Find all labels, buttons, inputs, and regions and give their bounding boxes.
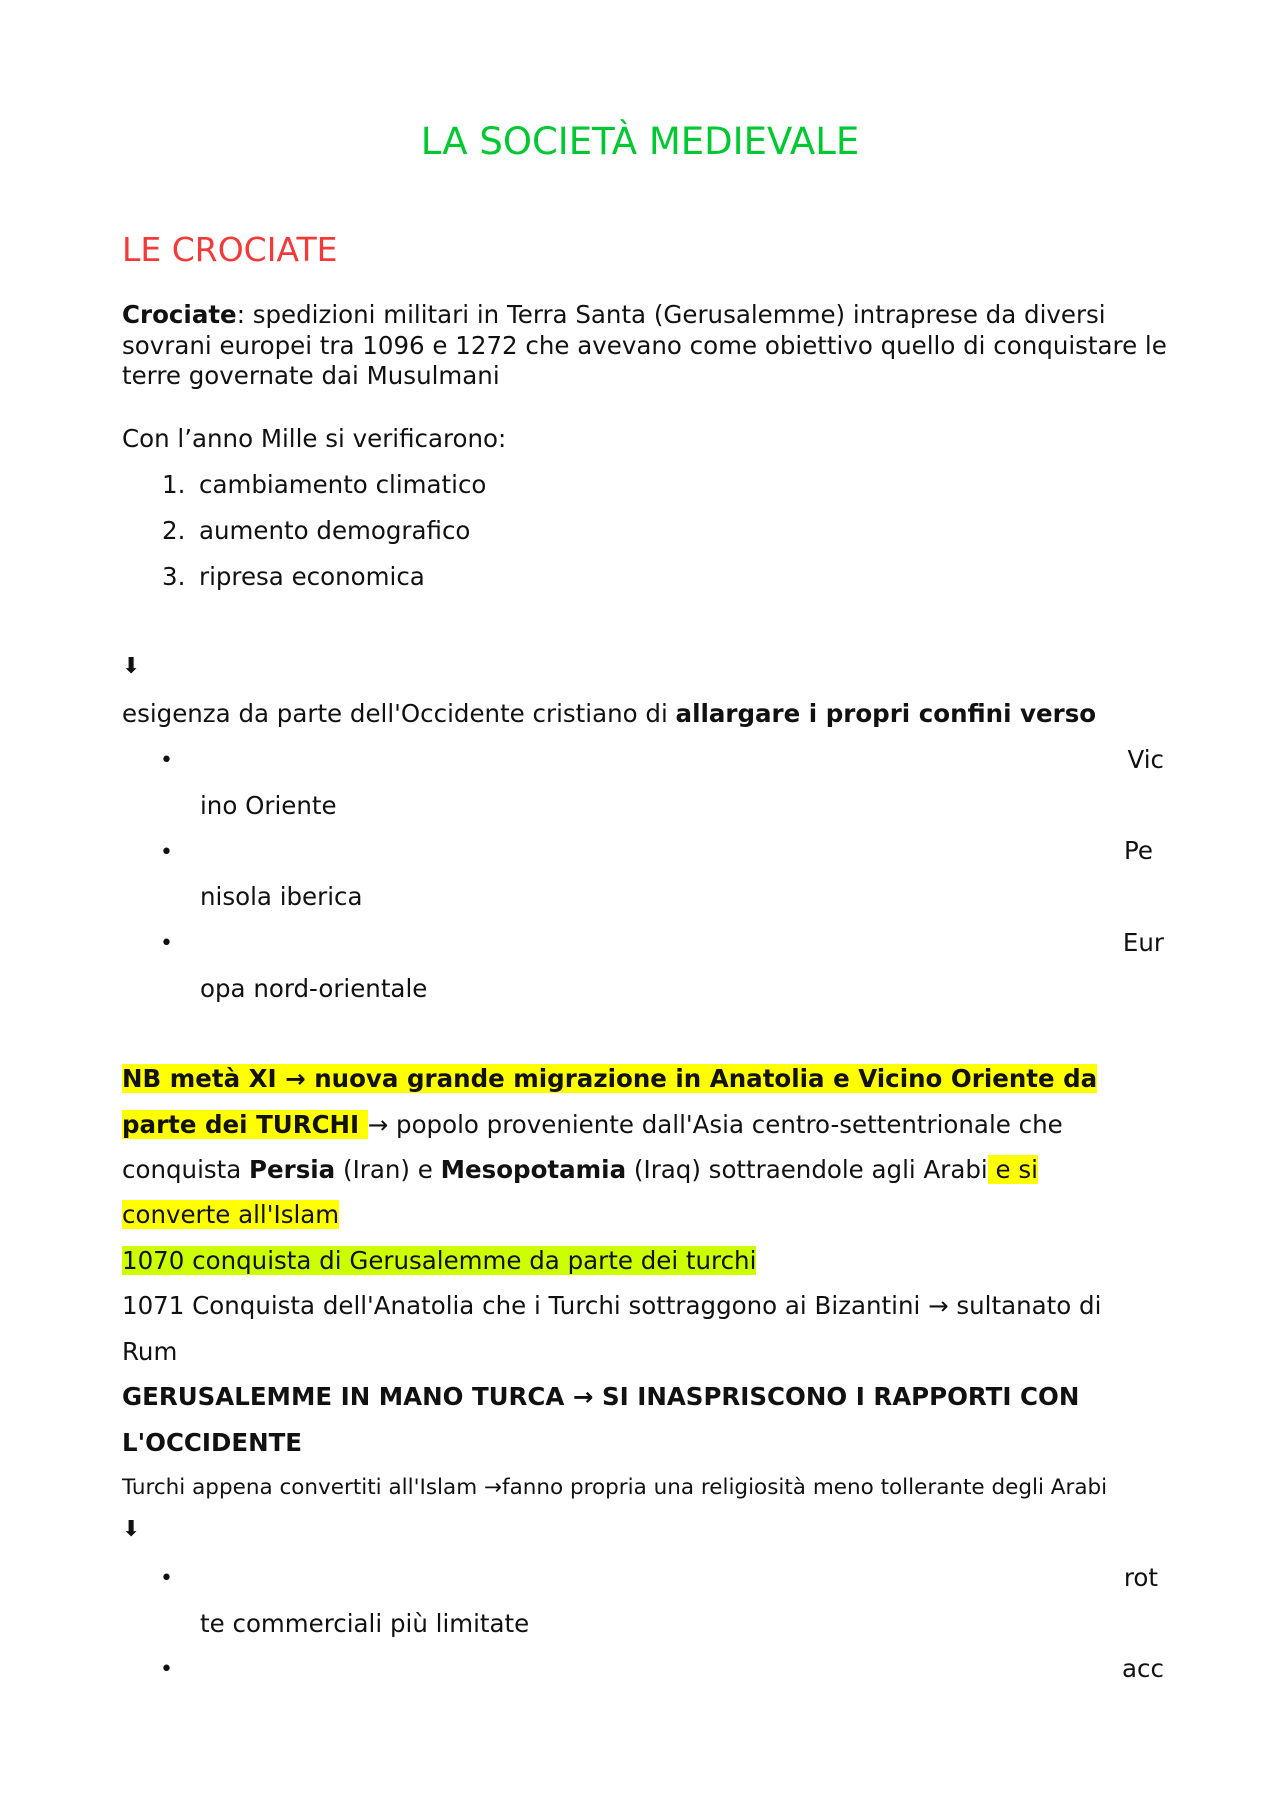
gerusalemme-bold-2: L'OCCIDENTE xyxy=(122,1428,303,1457)
year-1070-highlight: 1070 conquista di Gerusalemme da parte dei turchi xyxy=(122,1246,757,1275)
esigenza-line xyxy=(122,699,1096,729)
nb-line-3-text-c: (Iraq) sottraendole agli Arabi xyxy=(626,1155,988,1184)
page-title: LA SOCIETÀ MEDIEVALE xyxy=(420,120,860,163)
nb-highlight-2: parte dei TURCHI xyxy=(122,1110,368,1139)
bullet-2-fragment: Pe xyxy=(1124,836,1153,865)
bullet-3-fragment: Eur xyxy=(1122,928,1164,957)
bullet-icon: • xyxy=(160,1566,173,1591)
bullet-icon: • xyxy=(160,840,173,865)
nb-line-2 xyxy=(122,1110,1063,1140)
nb-line-3-text-a: conquista xyxy=(122,1155,250,1184)
year-1070-line xyxy=(122,1246,756,1276)
list-item-2: aumento demografico xyxy=(199,516,471,545)
nb-line-4 xyxy=(122,1200,339,1230)
nb-line-3-highlight: e si xyxy=(987,1155,1038,1184)
mille-lead: Con l’anno Mille si verificarono: xyxy=(122,424,507,453)
bullet-3-text: opa nord-orientale xyxy=(200,974,428,1003)
nb-line-1 xyxy=(122,1064,1097,1094)
esigenza-bold: allargare i propri confini verso xyxy=(675,699,1097,728)
bullet-icon: • xyxy=(160,931,173,956)
list-item-1: cambiamento climatico xyxy=(199,470,487,499)
list-number-2: 2. xyxy=(162,516,186,545)
nb-line-4-highlight: converte all'Islam xyxy=(122,1200,340,1229)
bullet-2-text: nisola iberica xyxy=(200,882,363,911)
year-1071-line-2: Rum xyxy=(122,1337,178,1366)
nb-line-3-text-b: (Iran) e xyxy=(335,1155,441,1184)
bullet-5-fragment: acc xyxy=(1122,1654,1164,1683)
persia-term: Persia xyxy=(249,1155,336,1184)
turchi-line: Turchi appena convertiti all'Islam →fanno propria una religiosità meno tollerante degli Arabi xyxy=(122,1475,1108,1500)
bullet-1-fragment: Vic xyxy=(1127,745,1164,774)
list-item-3: ripresa economica xyxy=(199,562,425,591)
mesopotamia-term: Mesopotamia xyxy=(440,1155,627,1184)
bullet-icon: • xyxy=(160,748,173,773)
gerusalemme-bold-1: GERUSALEMME IN MANO TURCA → SI INASPRISCONO I RAPPORTI CON xyxy=(122,1382,1080,1411)
gerusalemme-line-2 xyxy=(122,1428,302,1458)
section-title: LE CROCIATE xyxy=(122,230,338,269)
bullet-icon: • xyxy=(160,1657,173,1682)
list-number-1: 1. xyxy=(162,470,186,499)
bullet-4-fragment: rot xyxy=(1123,1563,1158,1592)
down-arrow-icon: ⬇ xyxy=(122,654,141,679)
down-arrow-icon: ⬇ xyxy=(122,1517,141,1542)
list-number-3: 3. xyxy=(162,562,186,591)
gerusalemme-line-1 xyxy=(122,1382,1079,1412)
intro-paragraph xyxy=(122,300,1172,392)
year-1071-line-1: 1071 Conquista dell'Anatolia che i Turchi sottraggono ai Bizantini → sultanato di xyxy=(122,1291,1102,1320)
bullet-4-text: te commerciali più limitate xyxy=(200,1609,530,1638)
esigenza-text: esigenza da parte dell'Occidente cristiano di xyxy=(122,699,676,728)
nb-line-2-text: → popolo proveniente dall'Asia centro-settentrionale che xyxy=(367,1110,1063,1139)
intro-text: : spedizioni militari in Terra Santa (Gerusalemme) intraprese da diversi sovrani europei tra 1096 e 1272 che avevano come obiettivo quello di conquistare le terre governate dai Musulmani xyxy=(122,300,1167,390)
intro-term: Crociate xyxy=(122,300,237,329)
nb-highlight-1: NB metà XI → nuova grande migrazione in Anatolia e Vicino Oriente da xyxy=(122,1064,1098,1093)
nb-line-3 xyxy=(122,1155,1038,1185)
bullet-1-text: ino Oriente xyxy=(200,791,337,820)
